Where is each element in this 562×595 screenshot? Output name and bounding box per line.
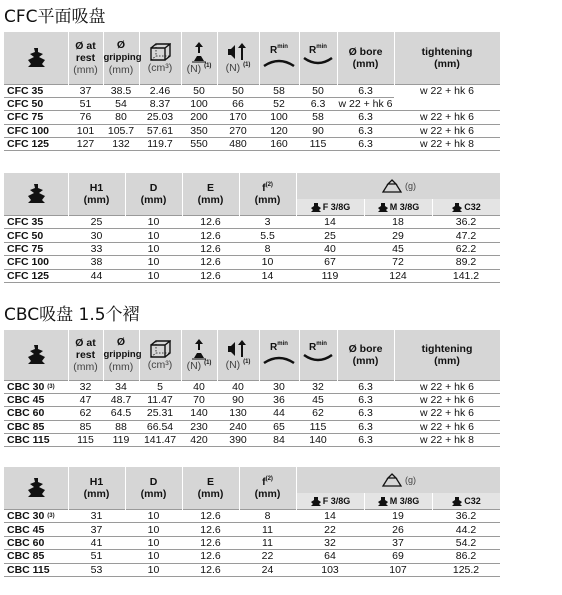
table-cell: w 22 + hk 6 <box>394 393 500 406</box>
model-name-cell: CFC 75 <box>4 242 68 255</box>
table-cell: 34 <box>103 380 139 393</box>
concave-curve-icon <box>302 56 334 68</box>
table-cell: 12.6 <box>182 216 239 229</box>
table-cell: 120 <box>259 124 299 137</box>
footnote-marker: (3) <box>47 383 55 390</box>
table-cell: 6.3 <box>337 84 394 97</box>
table-cell: 40 <box>217 380 259 393</box>
table-cell: w 22 + hk 8 <box>394 138 500 151</box>
model-name-cell: CFC 35 <box>4 216 68 229</box>
table-row <box>4 124 500 137</box>
cfc-spec-table <box>4 32 501 151</box>
model-name-cell: CFC 50 <box>4 229 68 242</box>
bore-header: Ø bore (mm) <box>337 330 394 380</box>
tightening-header: tightening (mm) <box>394 330 500 380</box>
table-cell: w 22 + hk 6 <box>394 420 500 433</box>
bellows-cup-icon <box>26 477 46 499</box>
fitting-m38g-header: M 3/8G <box>364 493 432 510</box>
table-cell: 36.2 <box>432 510 500 523</box>
table-cell: 100 <box>181 97 217 110</box>
table-row <box>4 393 500 406</box>
table-cell: 32 <box>296 536 364 549</box>
rmin-concave-header: $R^{min}$ <box>299 32 337 84</box>
d-header: D (mm) <box>125 173 182 216</box>
model-name-cell: CBC 30 $^{(3)}$ <box>4 510 68 523</box>
fitting-f-icon <box>310 496 322 507</box>
table-cell: 550 <box>181 138 217 151</box>
cbc-dimension-table <box>4 467 501 577</box>
cup-header-cell <box>4 467 68 510</box>
table-cell: 32 <box>299 380 337 393</box>
model-name-cell: CBC 60 <box>4 407 68 420</box>
model-name-cell: CFC 35 <box>4 84 68 97</box>
model-name-cell: CBC 115 <box>4 434 68 447</box>
table-cell: 10 <box>125 229 182 242</box>
volume-header: (cm³) <box>139 32 181 84</box>
axial-force-icon <box>190 41 208 63</box>
table-cell: 62 <box>299 407 337 420</box>
table-cell: 58 <box>259 84 299 97</box>
model-name-cell: CBC 30 $^{(3)}$ <box>4 380 68 393</box>
fitting-f-icon <box>310 202 322 213</box>
rmin-concave-header: $R^{min}$ <box>299 330 337 380</box>
table-cell: 103 <box>296 563 364 576</box>
table-cell: 105.7 <box>103 124 139 137</box>
fitting-m-icon <box>377 202 389 213</box>
diameter-gripping-header: Ø gripping (mm) <box>103 330 139 380</box>
table-cell: 11 <box>239 523 296 536</box>
d-header: D (mm) <box>125 467 182 510</box>
table-cell: 66.54 <box>139 420 181 433</box>
table-row <box>4 84 500 97</box>
table-cell: 66 <box>217 97 259 110</box>
section-title-cfc: CFC平面吸盘 <box>4 7 106 27</box>
weight-icon <box>380 473 404 487</box>
table-cell: 270 <box>217 124 259 137</box>
table-cell: w 22 + hk 6 <box>338 98 393 111</box>
table-row <box>4 510 500 523</box>
table-row <box>4 434 500 447</box>
table-cell: 58 <box>299 111 337 124</box>
table-cell: 141.2 <box>432 269 500 282</box>
table-cell: 45 <box>299 393 337 406</box>
table-cell: 40 <box>296 242 364 255</box>
table-row <box>4 523 500 536</box>
table-cell: 10 <box>125 510 182 523</box>
table-cell: 64 <box>296 550 364 563</box>
table-cell: 12.6 <box>182 229 239 242</box>
table-cell: 51 <box>68 97 103 110</box>
table-cell: 125.2 <box>432 563 500 576</box>
table-cell: w 22 + hk 8 <box>394 434 500 447</box>
table-cell: 51 <box>68 550 125 563</box>
lateral-force-icon <box>227 42 249 62</box>
table-cell: 8.37 <box>139 97 181 110</box>
table-cell: 10 <box>125 256 182 269</box>
table-cell: 140 <box>299 434 337 447</box>
table-cell: 44 <box>259 407 299 420</box>
table-cell: 52 <box>259 97 299 110</box>
table-cell: 72 <box>364 256 432 269</box>
table-cell: 141.47 <box>139 434 181 447</box>
table-cell: 127 <box>68 138 103 151</box>
table-cell: 25 <box>68 216 125 229</box>
lateral-force-header: (N) $^{(1)}$ <box>217 32 259 84</box>
volume-header: (cm³) <box>139 330 181 380</box>
table-cell: 420 <box>181 434 217 447</box>
table-cell: 11 <box>239 536 296 549</box>
table-cell: 90 <box>217 393 259 406</box>
table-cell: 130 <box>217 407 259 420</box>
table-cell: 40 <box>181 380 217 393</box>
table-cell: 100 <box>259 111 299 124</box>
table-cell: w 22 + hk 6 <box>394 380 500 393</box>
table-cell: 12.6 <box>182 523 239 536</box>
table-cell: 11.47 <box>139 393 181 406</box>
table-cell: 10 <box>125 269 182 282</box>
model-name-cell: CFC 100 <box>4 124 68 137</box>
fitting-m-icon <box>377 496 389 507</box>
table-cell: 14 <box>296 510 364 523</box>
table-cell: 18 <box>364 216 432 229</box>
table-cell: 230 <box>181 420 217 433</box>
table-cell: 14 <box>239 269 296 282</box>
weight-icon <box>380 179 404 193</box>
table-cell: 80 <box>103 111 139 124</box>
model-name-cell: CFC 125 <box>4 269 68 282</box>
table-cell: 12.6 <box>182 242 239 255</box>
fitting-c32-header: C32 <box>432 493 500 510</box>
table-row <box>4 420 500 433</box>
table-cell: 38.5 <box>103 84 139 97</box>
table-cell: 115 <box>299 420 337 433</box>
table-cell: 32 <box>68 380 103 393</box>
table-cell: 85 <box>68 420 103 433</box>
table-row <box>4 536 500 549</box>
table-cell: 26 <box>364 523 432 536</box>
weight-header: (g) <box>296 173 500 199</box>
table-cell: 6.3 <box>337 380 394 393</box>
bellows-cup-icon <box>26 47 46 69</box>
fitting-c-icon <box>451 202 463 213</box>
table-cell: 6.3 <box>337 124 394 137</box>
table-cell: 45 <box>364 242 432 255</box>
concave-curve-icon <box>302 353 334 365</box>
table-cell: 10 <box>125 536 182 549</box>
e-header: E (mm) <box>182 173 239 216</box>
table-cell: 47.2 <box>432 229 500 242</box>
model-name-cell: CBC 60 <box>4 536 68 549</box>
table-cell: 107 <box>364 563 432 576</box>
cube-volume-icon <box>149 339 171 359</box>
table-header-row <box>4 173 500 199</box>
table-cell: 36.2 <box>432 216 500 229</box>
table-cell: 10 <box>125 216 182 229</box>
convex-curve-icon <box>262 353 296 365</box>
diameter-gripping-header: Ø gripping (mm) <box>103 32 139 84</box>
e-header: E (mm) <box>182 467 239 510</box>
table-cell: 25 <box>296 229 364 242</box>
axial-force-header: (N) $^{(1)}$ <box>181 32 217 84</box>
table-row <box>4 97 500 110</box>
table-cell: 47 <box>68 393 103 406</box>
model-name-cell: CBC 85 <box>4 420 68 433</box>
table-cell: 36 <box>259 393 299 406</box>
model-name-cell: CFC 100 <box>4 256 68 269</box>
table-cell: 22 <box>239 550 296 563</box>
weight-header: (g) <box>296 467 500 493</box>
table-cell: 12.6 <box>182 256 239 269</box>
f-header: $f^{(2)}$ (mm) <box>239 173 296 216</box>
table-cell: 54 <box>103 97 139 110</box>
table-cell: 5.5 <box>239 229 296 242</box>
table-cell: 19 <box>364 510 432 523</box>
table-cell: 64.5 <box>103 407 139 420</box>
f-header: $f^{(2)}$ (mm) <box>239 467 296 510</box>
table-cell: 8 <box>239 242 296 255</box>
table-row <box>4 111 500 124</box>
table-cell: 2.46 <box>139 84 181 97</box>
table-cell: 10 <box>125 242 182 255</box>
table-cell: 65 <box>259 420 299 433</box>
table-cell: 8 <box>239 510 296 523</box>
table-cell: 30 <box>68 229 125 242</box>
table-cell: 14 <box>296 216 364 229</box>
table-cell: w 22 + hk 6 <box>394 111 500 124</box>
table-cell: 6.3 <box>337 393 394 406</box>
axial-force-header: (N) $^{(1)}$ <box>181 330 217 380</box>
lateral-force-header: (N) $^{(1)}$ <box>217 330 259 380</box>
table-row <box>4 229 500 242</box>
table-cell: 62 <box>68 407 103 420</box>
table-cell: 90 <box>299 124 337 137</box>
table-cell: 12.6 <box>182 563 239 576</box>
table-cell: 240 <box>217 420 259 433</box>
h1-header: H1 (mm) <box>68 173 125 216</box>
table-cell: 10 <box>239 256 296 269</box>
table-cell: 84 <box>259 434 299 447</box>
table-cell: 10 <box>125 563 182 576</box>
table-header-row <box>4 330 500 380</box>
table-cell: 25.31 <box>139 407 181 420</box>
table-cell: 119 <box>103 434 139 447</box>
footnote-marker: (3) <box>47 513 55 520</box>
table-cell: 115 <box>68 434 103 447</box>
axial-force-icon <box>190 338 208 360</box>
table-cell: 5 <box>139 380 181 393</box>
fitting-f38g-header: F 3/8G <box>296 199 364 216</box>
table-cell: 44.2 <box>432 523 500 536</box>
table-cell: 10 <box>125 550 182 563</box>
table-cell: 132 <box>103 138 139 151</box>
table-cell: 170 <box>217 111 259 124</box>
table-cell: 6.3 <box>337 138 394 151</box>
bellows-cup-icon <box>26 183 46 205</box>
table-row <box>4 256 500 269</box>
table-cell: 33 <box>68 242 125 255</box>
table-cell: 50 <box>299 84 337 97</box>
table-cell: 29 <box>364 229 432 242</box>
convex-curve-icon <box>262 56 296 68</box>
table-cell: 89.2 <box>432 256 500 269</box>
table-cell: 115 <box>299 138 337 151</box>
table-cell: 44 <box>68 269 125 282</box>
table-cell: w 22 + hk 6 <box>394 407 500 420</box>
diameter-rest-header: Ø at rest (mm) <box>68 32 103 84</box>
table-cell: 24 <box>239 563 296 576</box>
table-cell: 12.6 <box>182 269 239 282</box>
fitting-f38g-header: F 3/8G <box>296 493 364 510</box>
table-row <box>4 563 500 576</box>
model-name-cell: CFC 50 <box>4 97 68 110</box>
table-cell: 101 <box>68 124 103 137</box>
cup-header-cell <box>4 32 68 84</box>
table-row <box>4 216 500 229</box>
tightening-header: tightening (mm) <box>394 32 500 84</box>
cube-volume-icon <box>149 42 171 62</box>
table-header-row <box>4 32 500 84</box>
fitting-c-icon <box>451 496 463 507</box>
h1-header: H1 (mm) <box>68 467 125 510</box>
cbc-spec-table <box>4 330 501 447</box>
table-cell: 22 <box>296 523 364 536</box>
table-cell: 6.3 <box>299 97 337 110</box>
table-cell: 200 <box>181 111 217 124</box>
fitting-m38g-header: M 3/8G <box>364 199 432 216</box>
table-cell: 390 <box>217 434 259 447</box>
table-cell: 50 <box>217 84 259 97</box>
table-cell: 37 <box>68 523 125 536</box>
table-cell: 54.2 <box>432 536 500 549</box>
lateral-force-icon <box>227 339 249 359</box>
table-row <box>4 242 500 255</box>
table-cell: 76 <box>68 111 103 124</box>
table-cell: w 22 + hk 6 <box>394 124 500 137</box>
model-name-cell: CBC 85 <box>4 550 68 563</box>
table-cell: 41 <box>68 536 125 549</box>
table-row <box>4 380 500 393</box>
section-title-cbc: CBC吸盘 1.5个褶 <box>4 305 140 325</box>
table-cell: 124 <box>364 269 432 282</box>
table-cell: 140 <box>181 407 217 420</box>
table-cell: w 22 + hk 6 <box>394 84 500 97</box>
table-cell: 69 <box>364 550 432 563</box>
fitting-c32-header: C32 <box>432 199 500 216</box>
table-row <box>4 269 500 282</box>
table-cell: 31 <box>68 510 125 523</box>
model-name-cell: CBC 115 <box>4 563 68 576</box>
table-cell: 12.6 <box>182 536 239 549</box>
table-cell: 350 <box>181 124 217 137</box>
table-cell: 6.3 <box>337 420 394 433</box>
table-cell: 37 <box>68 84 103 97</box>
table-cell: 70 <box>181 393 217 406</box>
diameter-rest-header: Ø at rest (mm) <box>68 330 103 380</box>
model-name-cell: CFC 75 <box>4 111 68 124</box>
table-cell: 119.7 <box>139 138 181 151</box>
bore-header: Ø bore (mm) <box>337 32 394 84</box>
table-cell: 160 <box>259 138 299 151</box>
table-cell: 38 <box>68 256 125 269</box>
table-header-row <box>4 467 500 493</box>
cup-header-cell <box>4 173 68 216</box>
table-cell: 53 <box>68 563 125 576</box>
table-cell: 25.03 <box>139 111 181 124</box>
model-name-cell: CBC 45 <box>4 393 68 406</box>
table-cell: 12.6 <box>182 550 239 563</box>
table-cell: 10 <box>125 523 182 536</box>
table-row <box>4 407 500 420</box>
table-row <box>4 550 500 563</box>
table-cell: 57.61 <box>139 124 181 137</box>
model-name-cell: CBC 45 <box>4 523 68 536</box>
table-cell: 3 <box>239 216 296 229</box>
table-cell: 119 <box>296 269 364 282</box>
table-cell: 37 <box>364 536 432 549</box>
table-cell: 6.3 <box>337 407 394 420</box>
table-cell: 6.3 <box>337 111 394 124</box>
model-name-cell: CFC 125 <box>4 138 68 151</box>
table-cell: 67 <box>296 256 364 269</box>
bellows-cup-icon <box>26 344 46 366</box>
rmin-convex-header: $R^{min}$ <box>259 330 299 380</box>
rmin-convex-header: $R^{min}$ <box>259 32 299 84</box>
cfc-dimension-table <box>4 173 501 283</box>
cup-header-cell <box>4 330 68 380</box>
table-cell: 48.7 <box>103 393 139 406</box>
table-cell: 88 <box>103 420 139 433</box>
table-row <box>4 138 500 151</box>
table-cell: 480 <box>217 138 259 151</box>
table-cell: 62.2 <box>432 242 500 255</box>
table-cell: 30 <box>259 380 299 393</box>
table-cell: 6.3 <box>337 434 394 447</box>
table-cell: 86.2 <box>432 550 500 563</box>
table-cell: 12.6 <box>182 510 239 523</box>
table-cell: 50 <box>181 84 217 97</box>
